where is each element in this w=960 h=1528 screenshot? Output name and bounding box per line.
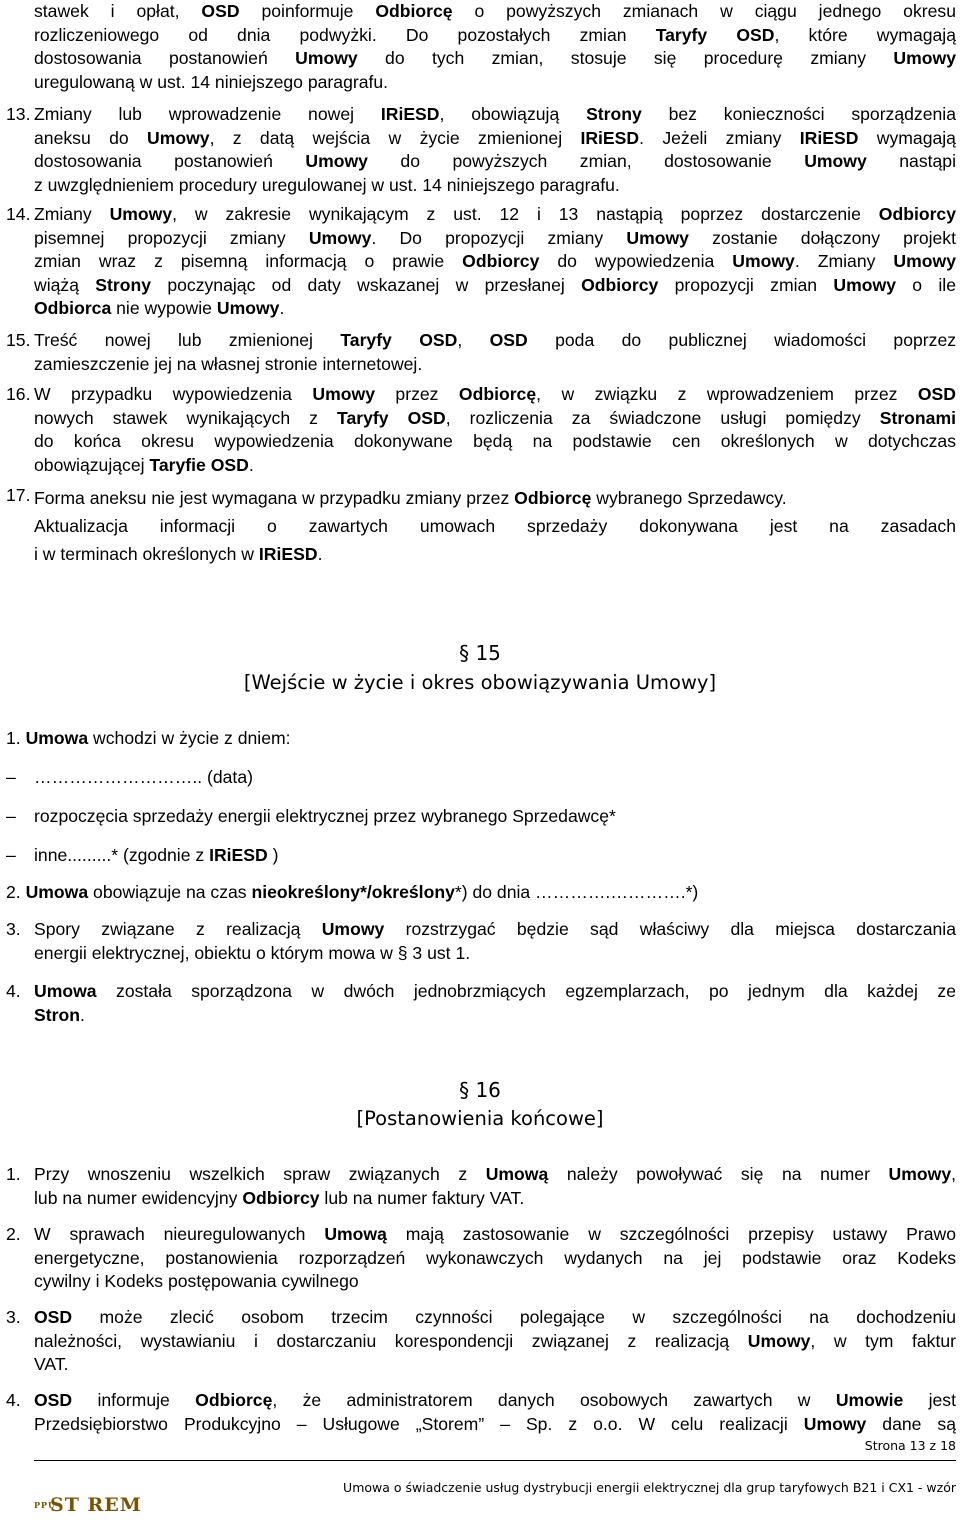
paragraph-14 <box>34 203 956 321</box>
paragraph-12-continuation <box>34 0 956 94</box>
text-line: Zmiany lub wprowadzenie nowej IRiESD, obowiązują Strony bez konieczności sporządzenia <box>34 104 956 124</box>
s16-item-2-number: 2. <box>6 1224 21 1244</box>
page-number: Strona 13 z 18 <box>864 1438 956 1453</box>
text-line: Spory związane z realizacją Umowy rozstrzygać będzie sąd właściwy dla miejsca dostarczania <box>34 919 956 939</box>
section-16-title: [Postanowienia końcowe] <box>356 1107 604 1130</box>
text-line: Odbiorca nie wypowie Umowy. <box>34 298 285 319</box>
section-15-title: [Wejście w życie i okres obowiązywania Umowy] <box>243 671 717 694</box>
paragraph-16 <box>34 383 956 477</box>
s15-item-4-number: 4. <box>6 981 21 1001</box>
logo-text: ST REM <box>50 1494 142 1516</box>
text-line: i w terminach określonych w IRiESD. <box>34 544 323 564</box>
s16-item-3 <box>34 1306 956 1377</box>
text-line: stawek i opłat, OSD poinformuje Odbiorcę o powyższych zmianach w ciągu jednego okresu <box>34 1 956 21</box>
section-15-number: § 15 <box>459 641 501 665</box>
text-line: Przedsiębiorstwo Produkcyjno – Usługowe „Storem” – Sp. z o.o. W celu realizacji Umowy dane są <box>34 1413 957 1434</box>
s16-item-1 <box>34 1163 956 1210</box>
storem-logo <box>34 1492 158 1518</box>
logo-small-text: PPU <box>34 1500 57 1510</box>
footer-document-title: Umowa o świadczenie usług dystrybucji energii elektrycznej dla grup taryfowych B21 i CX1 - wzór <box>343 1480 956 1495</box>
text-line: lub na numer ewidencyjny Odbiorcy lub na numer faktury VAT. <box>34 1187 525 1208</box>
text-line: OSD może zlecić osobom trzecim czynności polegające w szczególności na dochodzeniu <box>34 1307 956 1327</box>
s15-item-3-number: 3. <box>6 919 21 939</box>
text-line: należności, wystawianiu i dostarczaniu korespondencji związanej z realizacją Umowy, w tym faktur <box>34 1330 956 1351</box>
text-line: W sprawach nieuregulowanych Umową mają zastosowanie w szczególności przepisy ustawy Prawo <box>34 1224 956 1244</box>
text-line: dostosowania postanowień Umowy do tych zmian, stosuje się procedurę zmiany Umowy <box>34 48 956 69</box>
item-number-17: 17. <box>6 485 31 505</box>
text-line: cywilny i Kodeks postępowania cywilnego <box>34 1271 359 1292</box>
s15-item-2: 2. Umowa obowiązuje na czas nieokreślony*/określony*) do dnia ………….………….*) <box>6 882 699 902</box>
text-line: Przy wnoszeniu wszelkich spraw związanych z Umową należy powoływać się na numer Umowy, <box>34 1164 956 1184</box>
text-line: W przypadku wypowiedzenia Umowy przez Odbiorcę, w związku z wprowadzeniem przez OSD <box>34 384 956 404</box>
s15-item-3 <box>34 918 956 965</box>
dash-bullet: – <box>6 806 16 826</box>
s16-item-2 <box>34 1223 956 1294</box>
text-line: Zmiany Umowy, w zakresie wynikającym z ust. 12 i 13 nastąpią poprzez dostarczenie Odbiorcy <box>34 204 956 224</box>
paragraph-17 <box>34 484 956 568</box>
text-line: aneksu do Umowy, z datą wejścia w życie zmienionej IRiESD. Jeżeli zmiany IRiESD wymagają <box>34 127 956 148</box>
text-line: dostosowania postanowień Umowy do powyższych zmian, dostosowanie Umowy nastąpi <box>34 151 956 172</box>
footer-divider <box>34 1460 956 1461</box>
text-line: obowiązującej Taryfie OSD. <box>34 454 254 475</box>
text-line: uregulowaną w ust. 14 niniejszego paragrafu. <box>34 71 389 92</box>
text-line: energetyczne, postanowienia rozporządzeń wykonawczych wydanych na jej podstawie oraz Kodeks <box>34 1247 956 1268</box>
paragraph-15 <box>34 329 956 376</box>
s15-item-4 <box>34 980 956 1027</box>
text-line: do końca okresu wypowiedzenia dokonywane będą na podstawie cen określonych w dotychczas <box>34 431 956 452</box>
s15-option-other: inne.........* (zgodnie z IRiESD ) <box>34 845 279 865</box>
text-line: Umowa została sporządzona w dwóch jednobrzmiących egzemplarzach, po jednym dla każdej ze <box>34 981 956 1001</box>
item-number-16: 16. <box>6 384 31 404</box>
paragraph-13 <box>34 103 956 197</box>
s16-item-4-number: 4. <box>6 1390 21 1410</box>
item-number-14: 14. <box>6 204 31 224</box>
dash-bullet: – <box>6 767 16 787</box>
s15-option-date: ……………………….. (data) <box>34 767 253 787</box>
text-line: Treść nowej lub zmienionej Taryfy OSD, OSD poda do publicznej wiadomości poprzez <box>34 330 957 350</box>
text-line: Stron. <box>34 1004 85 1025</box>
s15-item-1: 1. Umowa wchodzi w życie z dniem: <box>6 728 291 748</box>
text-line: VAT. <box>34 1354 69 1375</box>
text-line: OSD informuje Odbiorcę, że administratorem danych osobowych zawartych w Umowie jest <box>34 1390 956 1410</box>
text-line: zamieszczenie jej na własnej stronie internetowej. <box>34 353 423 374</box>
s16-item-3-number: 3. <box>6 1307 21 1327</box>
text-line: rozliczeniowego od dnia podwyżki. Do pozostałych zmian Taryfy OSD, które wymagają <box>34 24 957 45</box>
text-line: energii elektrycznej, obiektu o którym mowa w § 3 ust 1. <box>34 942 471 963</box>
s16-item-4 <box>34 1389 956 1436</box>
text-line: Forma aneksu nie jest wymagana w przypadku zmiany przez Odbiorcę wybranego Sprzedawcy. <box>34 488 787 508</box>
text-line: wiążą Strony poczynając od daty wskazanej w przesłanej Odbiorcy propozycji zmian Umowy o ile <box>34 274 956 295</box>
item-number-13: 13. <box>6 104 31 124</box>
section-16-number: § 16 <box>459 1078 501 1102</box>
s15-option-sale-start: rozpoczęcia sprzedaży energii elektrycznej przez wybranego Sprzedawcę* <box>34 806 616 826</box>
item-number-15: 15. <box>6 330 31 350</box>
text-line: zmian wraz z pisemną informacją o prawie Odbiorcy do wypowiedzenia Umowy. Zmiany Umowy <box>34 251 956 272</box>
text-line: pisemnej propozycji zmiany Umowy. Do propozycji zmiany Umowy zostanie dołączony projekt <box>34 227 956 248</box>
text-line: z uwzględnieniem procedury uregulowanej w ust. 14 niniejszego paragrafu. <box>34 174 620 195</box>
s16-item-1-number: 1. <box>6 1164 21 1184</box>
dash-bullet: – <box>6 845 16 865</box>
text-line: nowych stawek wynikających z Taryfy OSD, rozliczenia za świadczone usługi pomiędzy Stronami <box>34 407 956 428</box>
text-line: Aktualizacja informacji o zawartych umowach sprzedaży dokonywana jest na zasadach <box>34 516 956 536</box>
